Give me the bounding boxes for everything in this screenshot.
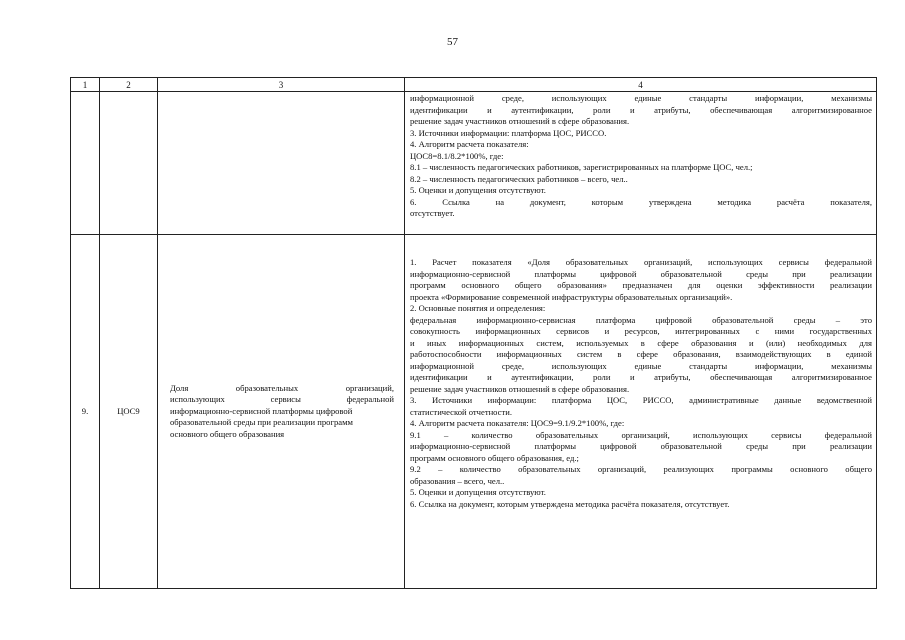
methodology-line: 1. Расчет показателя «Доля образовательных организаций, использующих сервисы федеральной <box>410 257 872 267</box>
methodology-cell <box>405 235 877 589</box>
row-number-cell: 9. <box>71 235 100 589</box>
indicator-name-line: информационно-сервисной платформы цифровой <box>170 405 353 416</box>
indicator-name-line: использующих сервисы федеральной <box>170 394 394 405</box>
methodology-line: проекта «Формирование современной инфраструктуры образовательных организаций». <box>410 291 733 302</box>
methodology-line: 4. Алгоритм расчета показателя: ЦОС9=9.1/9.2*100%, где: <box>410 418 625 428</box>
methodology-line: 9.1 – количество образовательных организаций, использующих сервисы федеральной <box>410 429 872 440</box>
methodology-line: совокупность информационных сервисов и ресурсов, интегрированных с ними государственных <box>410 326 872 336</box>
header-col-3: 3 <box>158 78 405 92</box>
methodology-line: федеральная информационно-сервисная платформа цифровой образовательной среды – это <box>410 314 872 325</box>
methodology-line: образования – всего, чел.. <box>410 475 505 486</box>
header-col-4: 4 <box>405 78 877 92</box>
methodology-line: статистической отчетности. <box>410 406 512 417</box>
methodology-line: 2. Основные понятия и определения: <box>410 303 546 313</box>
methodology-line: информационной среде, использующих единые стандарты информации, механизмы <box>410 93 872 103</box>
methodology-line: и иных информационных систем, используемых в сфере образования и (или) необходимых для <box>410 337 872 348</box>
methodology-line: программ основного общего образования, ед.; <box>410 452 579 463</box>
methodology-line: отсутствует. <box>410 208 455 218</box>
methodology-line: 3. Источники информации: платформа ЦОС, РИССО. <box>410 127 607 138</box>
methodology-line: 4. Алгоритм расчета показателя: <box>410 139 529 149</box>
methodology-line: 6. Ссылка на документ, которым утверждена методика расчёта показателя, отсутствует. <box>410 498 730 509</box>
methodology-line: решение задач участников отношений в сфере образования. <box>410 383 630 394</box>
methodology-line: 8.2 – численность педагогических работников – всего, чел.. <box>410 173 628 184</box>
indicator-table <box>70 77 877 589</box>
methodology-cell <box>405 92 877 235</box>
methodology-line: 5. Оценки и допущения отсутствуют. <box>410 185 546 195</box>
indicator-code-cell <box>100 92 158 235</box>
indicator-code-cell: ЦОС9 <box>100 235 158 589</box>
methodology-line: решение задач участников отношений в сфере образования. <box>410 116 630 126</box>
methodology-line: 6. Ссылка на документ, которым утверждена методика расчёта показателя, <box>410 196 872 207</box>
indicator-name-cell <box>158 92 405 235</box>
methodology-line: 3. Источники информации: платформа ЦОС, РИССО, административные данные ведомственной <box>410 395 872 405</box>
page-number: 57 <box>447 36 458 48</box>
methodology-line: 9.2 – количество образовательных организаций, реализующих программы основного общего <box>410 464 872 474</box>
methodology-line: идентификации и аутентификации, роли и атрибуты, обеспечивающая алгоритмизированное <box>410 372 872 382</box>
methodology-line: 5. Оценки и допущения отсутствуют. <box>410 487 546 497</box>
methodology-line: работоспособности информационных систем в сфере образования, взаимодействующих в единой <box>410 349 872 359</box>
methodology-line: программ основного общего образования» предназначен для оценки эффективности реализации <box>410 280 872 290</box>
table-header-row <box>71 78 877 92</box>
methodology-line: информационно-сервисной платформы цифровой образовательной среды при реализации <box>410 441 872 451</box>
header-col-2: 2 <box>100 78 158 92</box>
methodology-line: ЦОС8=8.1/8.2*100%, где: <box>410 150 504 161</box>
indicator-name-line: Доля образовательных организаций, <box>170 382 394 393</box>
table-row <box>71 235 877 589</box>
header-col-1: 1 <box>71 78 100 92</box>
methodology-line: информационно-сервисной платформы цифровой образовательной среды при реализации <box>410 268 872 279</box>
methodology-line: информационной среде, использующих единые стандарты информации, механизмы <box>410 360 872 371</box>
indicator-name-line: образовательной среды при реализации программ <box>170 417 353 428</box>
methodology-line: идентификации и аутентификации, роли и атрибуты, обеспечивающая алгоритмизированное <box>410 104 872 115</box>
row-number-cell <box>71 92 100 235</box>
indicator-name-cell <box>158 235 405 589</box>
table-row <box>71 92 877 235</box>
methodology-line: 8.1 – численность педагогических работников, зарегистрированных на платформе ЦОС, чел.; <box>410 162 753 172</box>
indicator-name-line: основного общего образования <box>170 428 285 439</box>
